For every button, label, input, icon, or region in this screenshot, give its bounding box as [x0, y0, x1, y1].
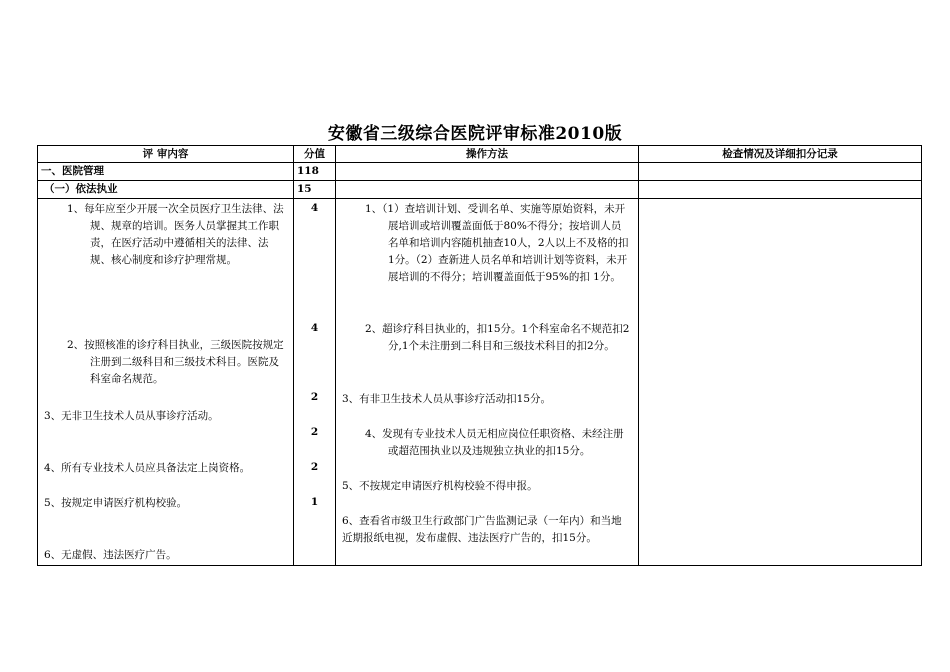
list-item: 5、按规定申请医疗机构校验。 — [44, 497, 188, 509]
method-item: 4、发现有专业技术人员无相应岗位任职资格、未经注册或超范围执业以及违规独立执业的扣15分。 — [365, 428, 624, 457]
subsection-score: 15 — [294, 181, 336, 199]
evaluation-table — [37, 145, 922, 566]
table-row — [38, 199, 922, 566]
table-header-row — [38, 146, 922, 163]
method-item: 3、有非卫生技术人员从事诊疗活动扣15分。 — [342, 393, 552, 405]
method-item: 6、查看省市级卫生行政部门广告监测记录（一年内）和当地近期报纸电视，发布虚假、违法医疗广告的，扣15分。 — [342, 515, 622, 544]
item-score: 2 — [310, 391, 319, 403]
subsection-label: （一）依法执业 — [38, 181, 294, 199]
item-score: 4 — [310, 202, 319, 214]
list-item: 4、所有专业技术人员应具备法定上岗资格。 — [44, 462, 251, 474]
content-cell — [38, 199, 294, 566]
section-label: 一、医院管理 — [38, 163, 294, 181]
score-cell — [294, 199, 336, 566]
header-record: 检查情况及详细扣分记录 — [639, 146, 922, 163]
item-score: 2 — [310, 461, 319, 473]
item-score: 1 — [310, 496, 319, 508]
list-item: 6、无虚假、违法医疗广告。 — [44, 549, 177, 561]
method-item: 2、超诊疗科目执业的，扣15分。1个科室命名不规范扣2分,1个未注册到二科目和三级技术科目的扣2分。 — [365, 323, 630, 352]
method-item: 1、（1）查培训计划、受训名单、实施等原始资料，未开展培训或培训覆盖面低于80%不得分；按培训人员名单和培训内容随机抽查10人，2人以上不及格的扣1分。（2）查新进人员名单和培训计划等资料，未开展培训的不得分；培训覆盖面低于95%的扣 1分。 — [365, 203, 629, 283]
list-item: 3、无非卫生技术人员从事诊疗活动。 — [44, 410, 219, 422]
section-row — [38, 163, 922, 181]
item-score: 4 — [310, 322, 319, 334]
item-score: 2 — [310, 426, 319, 438]
header-content: 评 审内容 — [38, 146, 294, 163]
header-score: 分值 — [294, 146, 336, 163]
list-item: 2、按照核准的诊疗科目执业，三级医院按规定注册到二级科目和三级技术科目。医院及科室命名规范。 — [67, 339, 284, 385]
subsection-row — [38, 181, 922, 199]
header-method: 操作方法 — [336, 146, 639, 163]
method-item: 5、不按规定申请医疗机构校验不得申报。 — [342, 480, 538, 492]
section-score: 118 — [294, 163, 336, 181]
list-item: 1、每年应至少开展一次全员医疗卫生法律、法规、规章的培训。医务人员掌握其工作职责，在医疗活动中遵循相关的法律、法规、核心制度和诊疗护理常规。 — [67, 203, 284, 266]
record-cell[interactable] — [639, 199, 922, 566]
document-title: 安徽省三级综合医院评审标准2010版 — [327, 124, 623, 144]
method-cell — [336, 199, 639, 566]
